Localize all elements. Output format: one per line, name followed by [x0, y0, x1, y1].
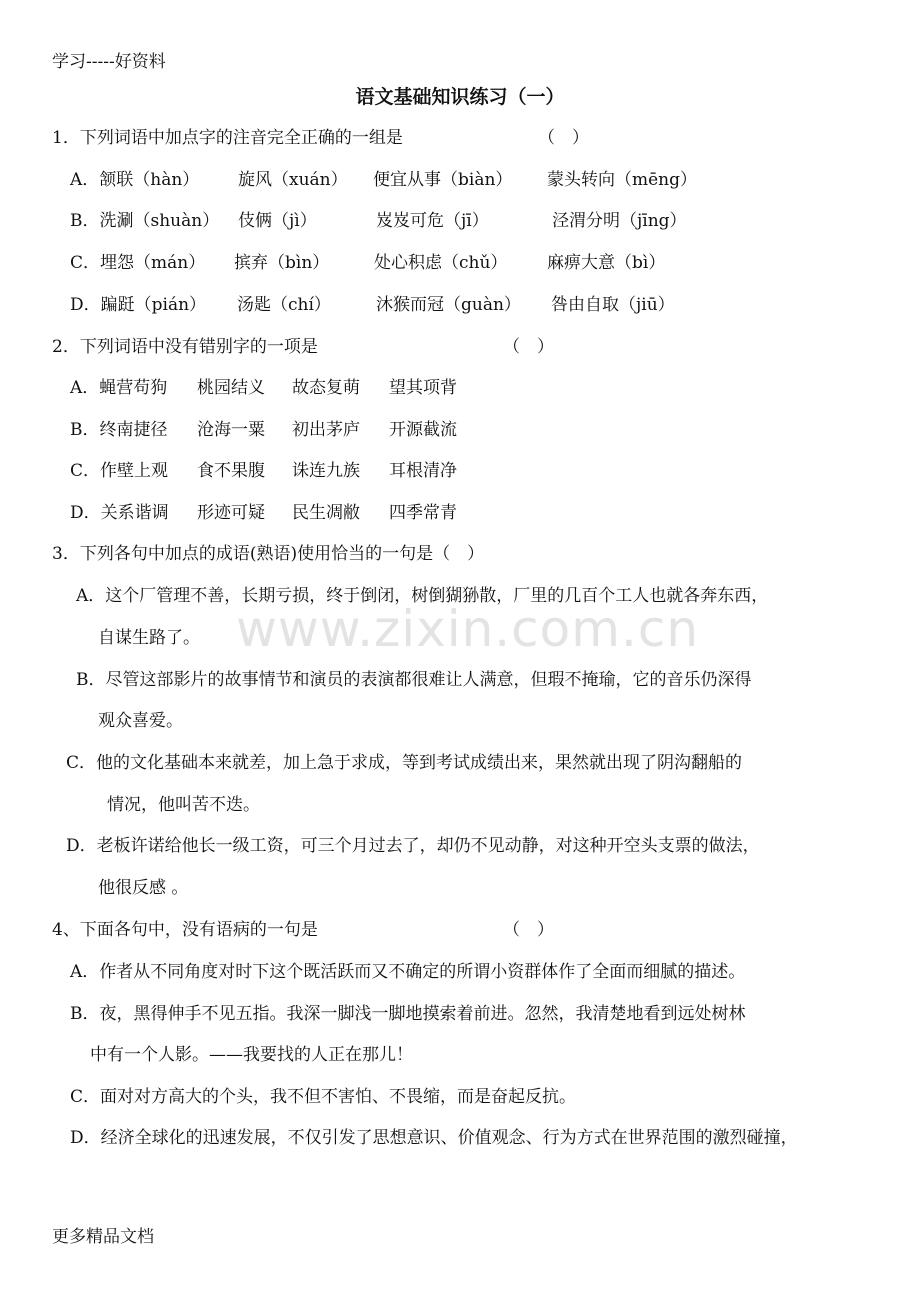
- q3-option-d-line1: D．老板许诺给他长一级工资，可三个月过去了，却仍不见动静，对这种开空头支票的做法，: [66, 836, 760, 856]
- q4-option-c: C．面对对方高大的个头，我不但不害怕、不畏缩，而是奋起反抗。: [70, 1087, 577, 1107]
- q1-option-d-3: 沐猴而冠（guàn）: [376, 295, 521, 315]
- q1-option-b-1: B．洗涮（shuàn）: [70, 211, 220, 231]
- q2-stem: 2．下列词语中没有错别字的一项是: [52, 337, 318, 357]
- q2-option-c-4: 耳根清净: [389, 461, 457, 481]
- q2-answer-bracket: （ ）: [503, 337, 554, 357]
- q1-option-c-3: 处心积虑（chǔ）: [374, 253, 508, 273]
- q2-option-a-1: A．蝇营苟狗: [70, 378, 168, 398]
- q2-option-c-2: 食不果腹: [197, 461, 265, 481]
- q2-option-a-3: 故态复萌: [292, 378, 360, 398]
- watermark: www.zixin.com.cn: [236, 600, 700, 658]
- q1-option-b-4: 泾渭分明（jīng）: [552, 211, 687, 231]
- page-footer: 更多精品文档: [52, 1227, 154, 1247]
- q1-option-c-1: C．埋怨（mán）: [70, 253, 206, 273]
- page-title: 语文基础知识练习（一）: [355, 86, 565, 108]
- page-header: 学习-----好资料: [52, 52, 166, 72]
- q1-option-c-4: 麻痹大意（bì）: [547, 253, 666, 273]
- q1-option-c-2: 摈弃（bìn）: [234, 253, 330, 273]
- q1-option-a-3: 便宜从事（biàn）: [373, 170, 513, 190]
- q2-option-d-1: D．关系谐调: [70, 503, 169, 523]
- q3-option-d-line2: 他很反感 。: [98, 878, 189, 898]
- q4-option-b-line1: B．夜，黑得伸手不见五指。我深一脚浅一脚地摸索着前进。忽然，我清楚地看到远处树林: [70, 1004, 746, 1024]
- q4-stem: 4、下面各句中，没有语病的一句是: [52, 920, 318, 940]
- q2-option-d-4: 四季常青: [389, 503, 457, 523]
- q2-option-c-1: C．作壁上观: [70, 461, 169, 481]
- q2-option-b-4: 开源截流: [389, 420, 457, 440]
- q2-option-b-2: 沧海一粟: [197, 420, 265, 440]
- q1-option-d-2: 汤匙（chí）: [237, 295, 331, 315]
- q3-option-b-line2: 观众喜爱。: [98, 711, 183, 731]
- q1-option-d-1: D．蹁跹（pián）: [70, 295, 207, 315]
- q1-option-d-4: 咎由自取（jiū）: [551, 295, 675, 315]
- q2-option-b-1: B．终南捷径: [70, 420, 168, 440]
- q4-option-b-line2: 中有一个人影。——我要找的人正在那儿！: [90, 1045, 413, 1065]
- q2-option-d-2: 形迹可疑: [197, 503, 265, 523]
- q1-option-a-2: 旋风（xuán）: [238, 170, 348, 190]
- q4-answer-bracket: （ ）: [503, 920, 554, 940]
- q3-option-c-line2: 情况，他叫苦不迭。: [107, 795, 260, 815]
- q2-option-b-3: 初出茅庐: [292, 420, 360, 440]
- q3-option-b-line1: B．尽管这部影片的故事情节和演员的表演都很难让人满意，但瑕不掩瑜，它的音乐仍深得: [76, 670, 752, 690]
- q1-answer-bracket: （ ）: [538, 128, 589, 148]
- q2-option-d-3: 民生凋敝: [292, 503, 360, 523]
- q2-option-a-2: 桃园结义: [197, 378, 265, 398]
- q1-option-b-2: 伎俩（jì）: [238, 211, 317, 231]
- q1-option-b-3: 岌岌可危（jī）: [376, 211, 489, 231]
- q1-option-a-4: 蒙头转向（mēng）: [547, 170, 698, 190]
- q3-stem: 3．下列各句中加点的成语(熟语)使用恰当的一句是（ ）: [52, 544, 485, 564]
- q3-option-c-line1: C．他的文化基础本来就差，加上急于求成，等到考试成绩出来，果然就出现了阴沟翻船的: [66, 753, 743, 773]
- q3-option-a-line1: A．这个厂管理不善，长期亏损，终于倒闭，树倒猢狲散，厂里的几百个工人也就各奔东西，: [76, 586, 769, 606]
- q2-option-c-3: 诛连九族: [292, 461, 360, 481]
- q1-stem: 1．下列词语中加点字的注音完全正确的一组是: [52, 128, 403, 148]
- q4-option-a: A．作者从不同角度对时下这个既活跃而又不确定的所谓小资群体作了全面而细腻的描述。: [70, 962, 746, 982]
- q1-option-a-1: A．颔联（hàn）: [70, 170, 200, 190]
- q4-option-d: D．经济全球化的迅速发展，不仅引发了思想意识、价值观念、行为方式在世界范围的激烈碰撞，: [70, 1128, 798, 1148]
- q3-option-a-line2: 自谋生路了。: [98, 628, 200, 648]
- q2-option-a-4: 望其项背: [389, 378, 457, 398]
